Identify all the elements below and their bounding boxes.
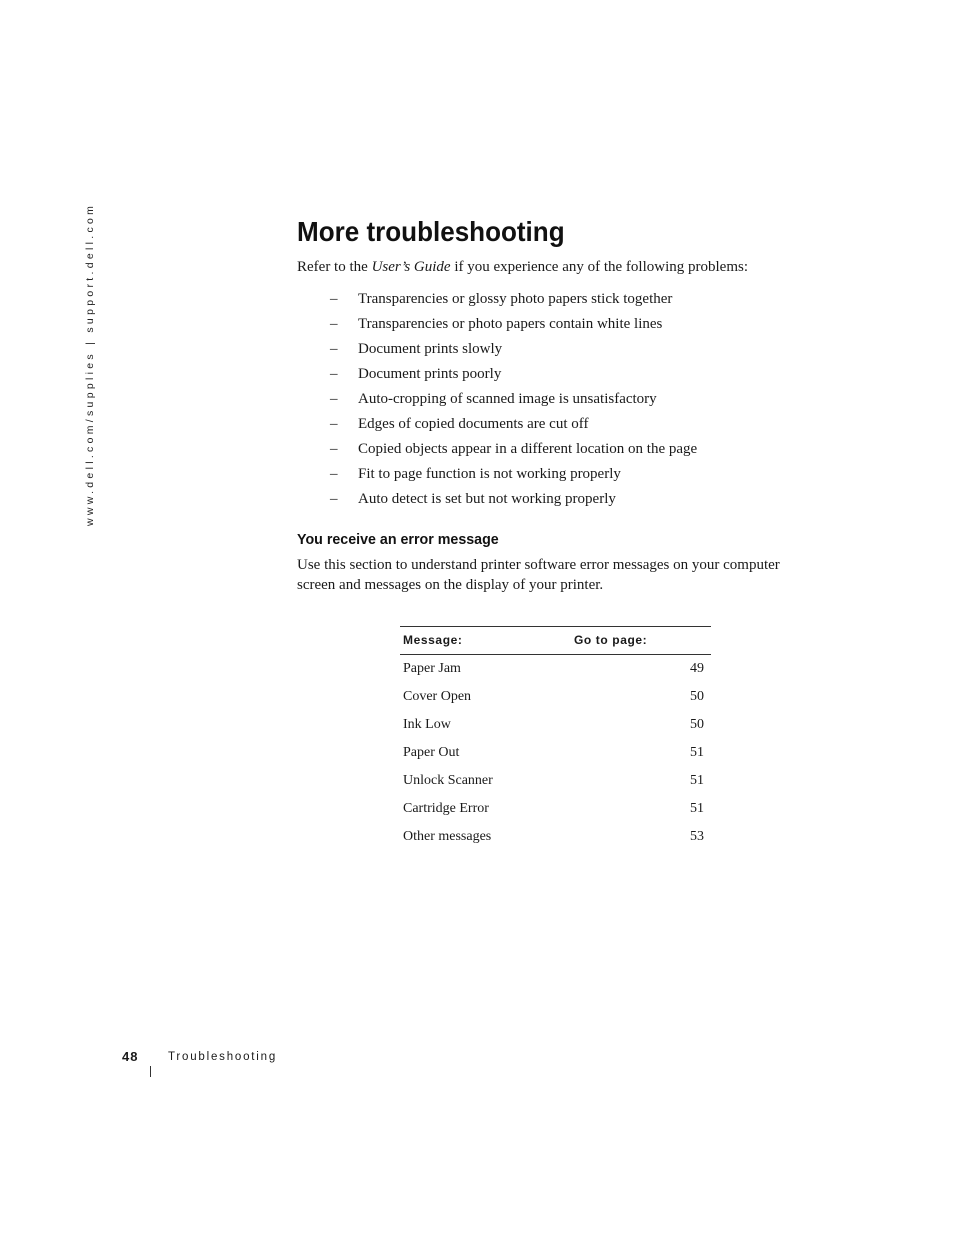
page-reference: 50 xyxy=(690,717,704,732)
error-message-name: Cartridge Error xyxy=(403,801,489,816)
error-section-body: Use this section to understand printer software error messages on your computer screen and messages on the display of your printer. xyxy=(297,557,780,593)
list-item-text: Transparencies or glossy photo papers stick together xyxy=(358,291,673,307)
page-number: 48 xyxy=(122,1049,139,1064)
list-item-text: Transparencies or photo papers contain white lines xyxy=(358,316,663,332)
users-guide-reference: User’s Guide xyxy=(371,259,451,275)
error-message-name: Paper Out xyxy=(403,745,460,760)
error-message-name: Other messages xyxy=(403,829,492,844)
page-reference: 49 xyxy=(690,661,704,676)
list-item-text: Auto detect is set but not working properly xyxy=(358,491,616,507)
dash-bullet: – xyxy=(330,491,338,507)
list-item-text: Edges of copied documents are cut off xyxy=(358,416,589,432)
table-row xyxy=(400,714,711,742)
dash-bullet: – xyxy=(330,316,338,332)
table-body xyxy=(400,655,711,854)
column-header-page: Go to page: xyxy=(574,633,648,647)
table-row xyxy=(400,826,711,854)
footer-section-label: Troubleshooting xyxy=(168,1051,278,1063)
footer-divider xyxy=(150,1066,151,1077)
list-item-text: Document prints poorly xyxy=(358,366,502,382)
list-item-text: Auto-cropping of scanned image is unsatisfactory xyxy=(358,391,657,407)
table-row xyxy=(400,658,711,686)
error-message-name: Unlock Scanner xyxy=(403,773,493,788)
table-row xyxy=(400,742,711,770)
page-reference: 51 xyxy=(690,801,704,816)
table-row xyxy=(400,798,711,826)
dash-bullet: – xyxy=(330,366,338,382)
page-reference: 50 xyxy=(690,689,704,704)
list-item-text: Fit to page function is not working properly xyxy=(358,466,621,482)
table-row xyxy=(400,770,711,798)
page-reference: 51 xyxy=(690,773,704,788)
table-header xyxy=(400,627,711,655)
dash-bullet: – xyxy=(330,291,338,307)
list-item-text: Document prints slowly xyxy=(358,341,503,357)
error-message-name: Ink Low xyxy=(403,717,451,732)
error-message-name: Cover Open xyxy=(403,689,472,704)
page-reference: 51 xyxy=(690,745,704,760)
dash-bullet: – xyxy=(330,441,338,457)
table-row xyxy=(400,686,711,714)
page-reference: 53 xyxy=(690,829,704,844)
dash-bullet: – xyxy=(330,391,338,407)
dash-bullet: – xyxy=(330,341,338,357)
dash-bullet: – xyxy=(330,466,338,482)
column-header-message: Message: xyxy=(403,633,463,647)
error-section-heading: You receive an error message xyxy=(297,531,499,548)
intro-after: if you experience any of the following problems: xyxy=(450,259,749,275)
dash-bullet: – xyxy=(330,416,338,432)
error-message-table xyxy=(400,626,711,854)
intro-paragraph xyxy=(297,256,748,278)
intro-before: Refer to the xyxy=(297,259,372,275)
error-message-name: Paper Jam xyxy=(403,661,461,676)
sidebar-url: www.dell.com/supplies | support.dell.com xyxy=(84,202,96,526)
page-title: More troubleshooting xyxy=(297,216,565,247)
list-item-text: Copied objects appear in a different location on the page xyxy=(358,441,698,457)
